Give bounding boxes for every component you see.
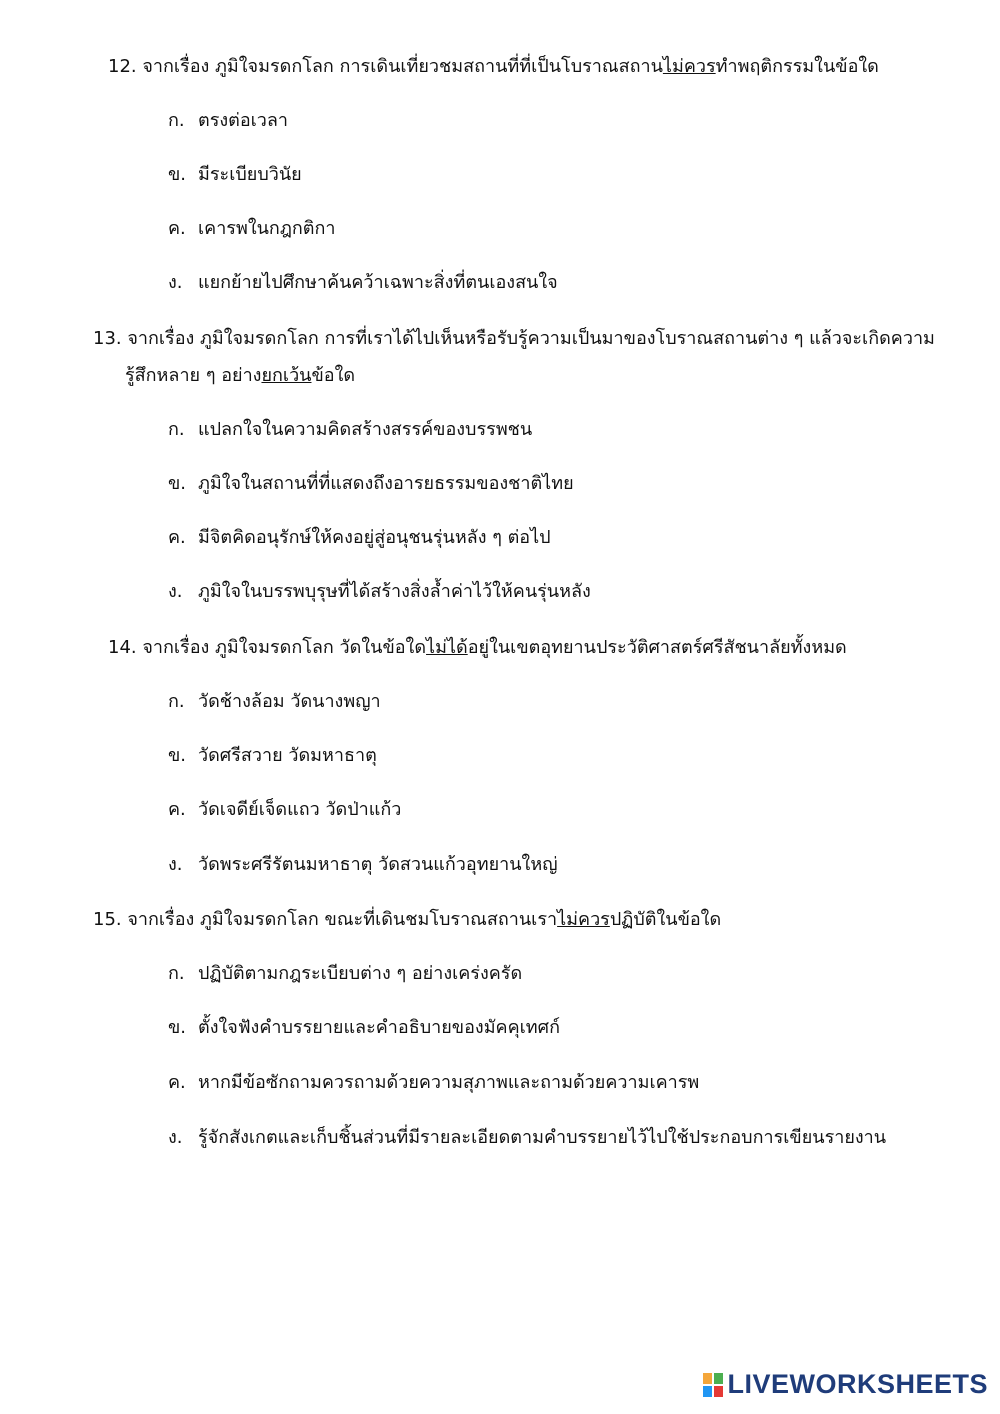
question-13-line-1: 13. จากเรื่อง ภูมิใจมรดกโลก การที่เราได้ไปเห็นหรือรับรู้ความเป็นมาของโบราณสถานต่าง ๆ แล้วจะเกิดความ [93,328,935,349]
emphasis-not-should: ไม่ควร [662,56,716,77]
option-13-b[interactable]: ข. ภูมิใจในสถานที่ที่แสดงถึงอารยธรรมของชาติไทย [168,473,574,494]
logo-blocks-icon [703,1373,723,1397]
option-15-b[interactable]: ข. ตั้งใจฟังคำบรรยายและคำอธิบายของมัคคุเทศก์ [168,1017,560,1038]
option-15-d[interactable]: ง. รู้จักสังเกตและเก็บชิ้นส่วนที่มีรายละเอียดตามคำบรรยายไว้ไปใช้ประกอบการเขียนรายงาน [168,1127,887,1148]
option-12-d[interactable]: ง. แยกย้ายไปศึกษาค้นคว้าเฉพาะสิ่งที่ตนเองสนใจ [168,272,558,293]
option-15-c[interactable]: ค. หากมีข้อซักถามควรถามด้วยความสุภาพและถามด้วยความเคารพ [168,1072,700,1093]
option-12-b[interactable]: ข. มีระเบียบวินัย [168,164,302,185]
question-15: 15. จากเรื่อง ภูมิใจมรดกโลก ขณะที่เดินชมโบราณสถานเราไม่ควรปฏิบัติในข้อใด [93,909,722,930]
option-15-a[interactable]: ก. ปฏิบัติตามกฎระเบียบต่าง ๆ อย่างเคร่งครัด [168,963,523,984]
option-12-a[interactable]: ก. ตรงต่อเวลา [168,110,289,131]
option-14-d[interactable]: ง. วัดพระศรีรัตนมหาธาตุ วัดสวนแก้วอุทยานใหญ่ [168,854,558,875]
logo-text: LIVEWORKSHEETS [727,1369,988,1399]
option-14-c[interactable]: ค. วัดเจดีย์เจ็ดแถว วัดป่าแก้ว [168,799,402,820]
option-13-a[interactable]: ก. แปลกใจในความคิดสร้างสรรค์ของบรรพชน [168,419,533,440]
option-14-b[interactable]: ข. วัดศรีสวาย วัดมหาธาตุ [168,745,377,766]
emphasis-not-should: ไม่ควร [557,909,610,930]
question-13-line-2: รู้สึกหลาย ๆ อย่างยกเว้นข้อใด [125,365,356,386]
emphasis-not: ไม่ได้ [426,637,468,658]
question-14: 14. จากเรื่อง ภูมิใจมรดกโลก วัดในข้อใดไม่ได้อยู่ในเขตอุทยานประวัติศาสตร์ศรีสัชนาลัยทั้งหมด [108,637,847,658]
option-13-c[interactable]: ค. มีจิตคิดอนุรักษ์ให้คงอยู่สู่อนุชนรุ่นหลัง ๆ ต่อไป [168,527,551,548]
option-12-c[interactable]: ค. เคารพในกฎกติกา [168,218,336,239]
emphasis-except: ยกเว้น [261,365,312,386]
option-14-a[interactable]: ก. วัดช้างล้อม วัดนางพญา [168,691,381,712]
option-13-d[interactable]: ง. ภูมิใจในบรรพบุรุษที่ได้สร้างสิ่งล้ำค่าไว้ให้คนรุ่นหลัง [168,581,591,602]
liveworksheets-logo[interactable] [703,1369,988,1400]
question-12: 12. จากเรื่อง ภูมิใจมรดกโลก การเดินเที่ยวชมสถานที่ที่เป็นโบราณสถานไม่ควรทำพฤติกรรมในข้อใด [108,56,879,77]
